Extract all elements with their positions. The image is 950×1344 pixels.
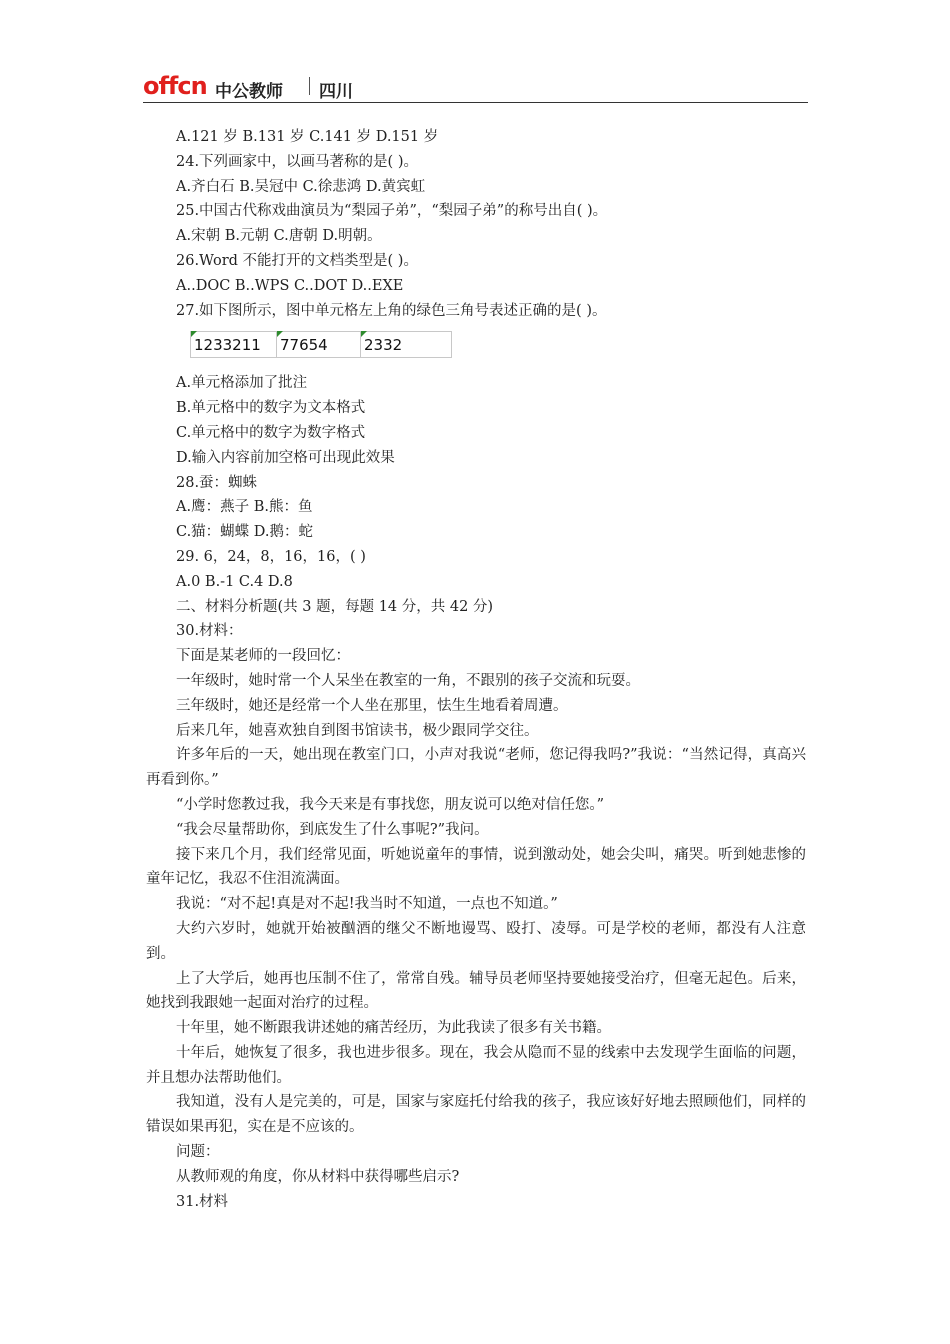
text-line: A.宋朝 B.元朝 C.唐朝 D.明朝。 [176, 228, 382, 245]
text-line: 一年级时，她时常一个人呆坐在教室的一角，不跟别的孩子交流和玩耍。 [176, 672, 640, 689]
paragraph: “我会尽量帮助你，到底发生了什么事呢?”我问。 [176, 821, 489, 838]
green-triangle-icon [191, 331, 197, 337]
question-29: 29. 6，24，8，16，16，( ) [176, 548, 366, 565]
paragraph: 十年里，她不断跟我讲述她的痛苦经历，为此我读了很多有关书籍。 [176, 1020, 611, 1037]
option-c: C.单元格中的数字为数字格式 [176, 424, 366, 441]
question-24: 24.下列画家中，以画马著称的是( )。 [176, 153, 418, 170]
question-31: 31.材料 [176, 1193, 229, 1210]
paragraph: 大约六岁时，她就开始被酗酒的继父不断地谩骂、殴打、凌辱。可是学校的老师，都没有人注意到。 [146, 920, 806, 962]
question-27: 27.如下图所示，图中单元格左上角的绿色三角号表述正确的是( )。 [176, 302, 607, 319]
cell-value: 1233211 [194, 336, 261, 355]
paragraph: 接下来几个月，我们经常见面，听她说童年的事情，说到激动处，她会尖叫，痛哭。听到她悲惨的童年记忆，我忍不住泪流满面。 [146, 846, 806, 888]
text-line: 三年级时，她还是经常一个人坐在那里，怯生生地看着周遭。 [176, 697, 568, 714]
spreadsheet-cells-image [190, 325, 452, 365]
question-30: 30.材料： [176, 623, 243, 640]
paragraph: 我知道，没有人是完美的，可是，国家与家庭托付给我的孩子，我应该好好地去照顾他们，同样的错误如果再犯，实在是不应该的。 [146, 1094, 806, 1136]
header-divider [309, 77, 310, 95]
question-text: 从教师观的角度，你从材料中获得哪些启示? [176, 1168, 460, 1185]
text-line: 下面是某老师的一段回忆： [176, 648, 350, 665]
question-26: 26.Word 不能打开的文档类型是( )。 [176, 252, 418, 269]
question-25: 25.中国古代称戏曲演员为“梨园子弟”，“梨园子弟”的称号出自( )。 [176, 203, 608, 220]
option-d: D.输入内容前加空格可出现此效果 [176, 449, 395, 466]
paragraph: 上了大学后，她再也压制不住了，常常自残。辅导员老师坚持要她接受治疗，但毫无起色。后来，她找到我跟她一起面对治疗的过程。 [146, 970, 806, 1012]
text-line: A.0 B.-1 C.4 D.8 [176, 573, 293, 590]
text-line: A.鹰：燕子 B.熊：鱼 [176, 499, 313, 516]
page-header [143, 68, 808, 103]
question-label: 问题： [176, 1144, 220, 1161]
option-b: B.单元格中的数字为文本格式 [176, 400, 366, 417]
text-line: A.121 岁 B.131 岁 C.141 岁 D.151 岁 [176, 129, 439, 145]
text-line: 后来几年，她喜欢独自到图书馆读书，极少跟同学交往。 [176, 722, 539, 739]
paragraph: 我说：“对不起!真是对不起!我当时不知道，一点也不知道。” [176, 896, 558, 913]
spreadsheet-cell [190, 331, 276, 358]
green-triangle-icon [277, 331, 283, 337]
document-body [146, 125, 806, 1214]
brand-name: 中公教师 [215, 82, 283, 102]
text-line: A.齐白石 B.吴冠中 C.徐悲鸿 D.黄宾虹 [176, 178, 426, 195]
paragraph: “小学时您教过我，我今天来是有事找您，朋友说可以绝对信任您。” [176, 796, 605, 813]
green-triangle-icon [361, 331, 367, 337]
cell-value: 2332 [364, 336, 403, 355]
question-28: 28.蚕：蜘蛛 [176, 474, 258, 491]
section-heading: 二、材料分析题(共 3 题，每题 14 分，共 42 分) [176, 598, 494, 615]
spreadsheet-cell [276, 331, 360, 358]
cell-border-right [451, 331, 452, 358]
spreadsheet-cell [360, 331, 450, 358]
text-line: C.猫：蝴蝶 D.鹅：蛇 [176, 524, 314, 541]
paragraph: 十年后，她恢复了很多，我也进步很多。现在，我会从隐而不显的线索中去发现学生面临的问题，并且想办法帮助他们。 [146, 1044, 806, 1086]
region-name: 四川 [319, 82, 353, 102]
option-a: A.单元格添加了批注 [176, 375, 308, 392]
offcn-logo: offcn [143, 72, 207, 100]
paragraph: 许多年后的一天，她出现在教室门口，小声对我说“老师，您记得我吗?”我说：“当然记得，真高兴再看到你。” [146, 747, 806, 789]
cell-value: 77654 [280, 336, 328, 355]
text-line: A..DOC B..WPS C..DOT D..EXE [176, 277, 404, 294]
